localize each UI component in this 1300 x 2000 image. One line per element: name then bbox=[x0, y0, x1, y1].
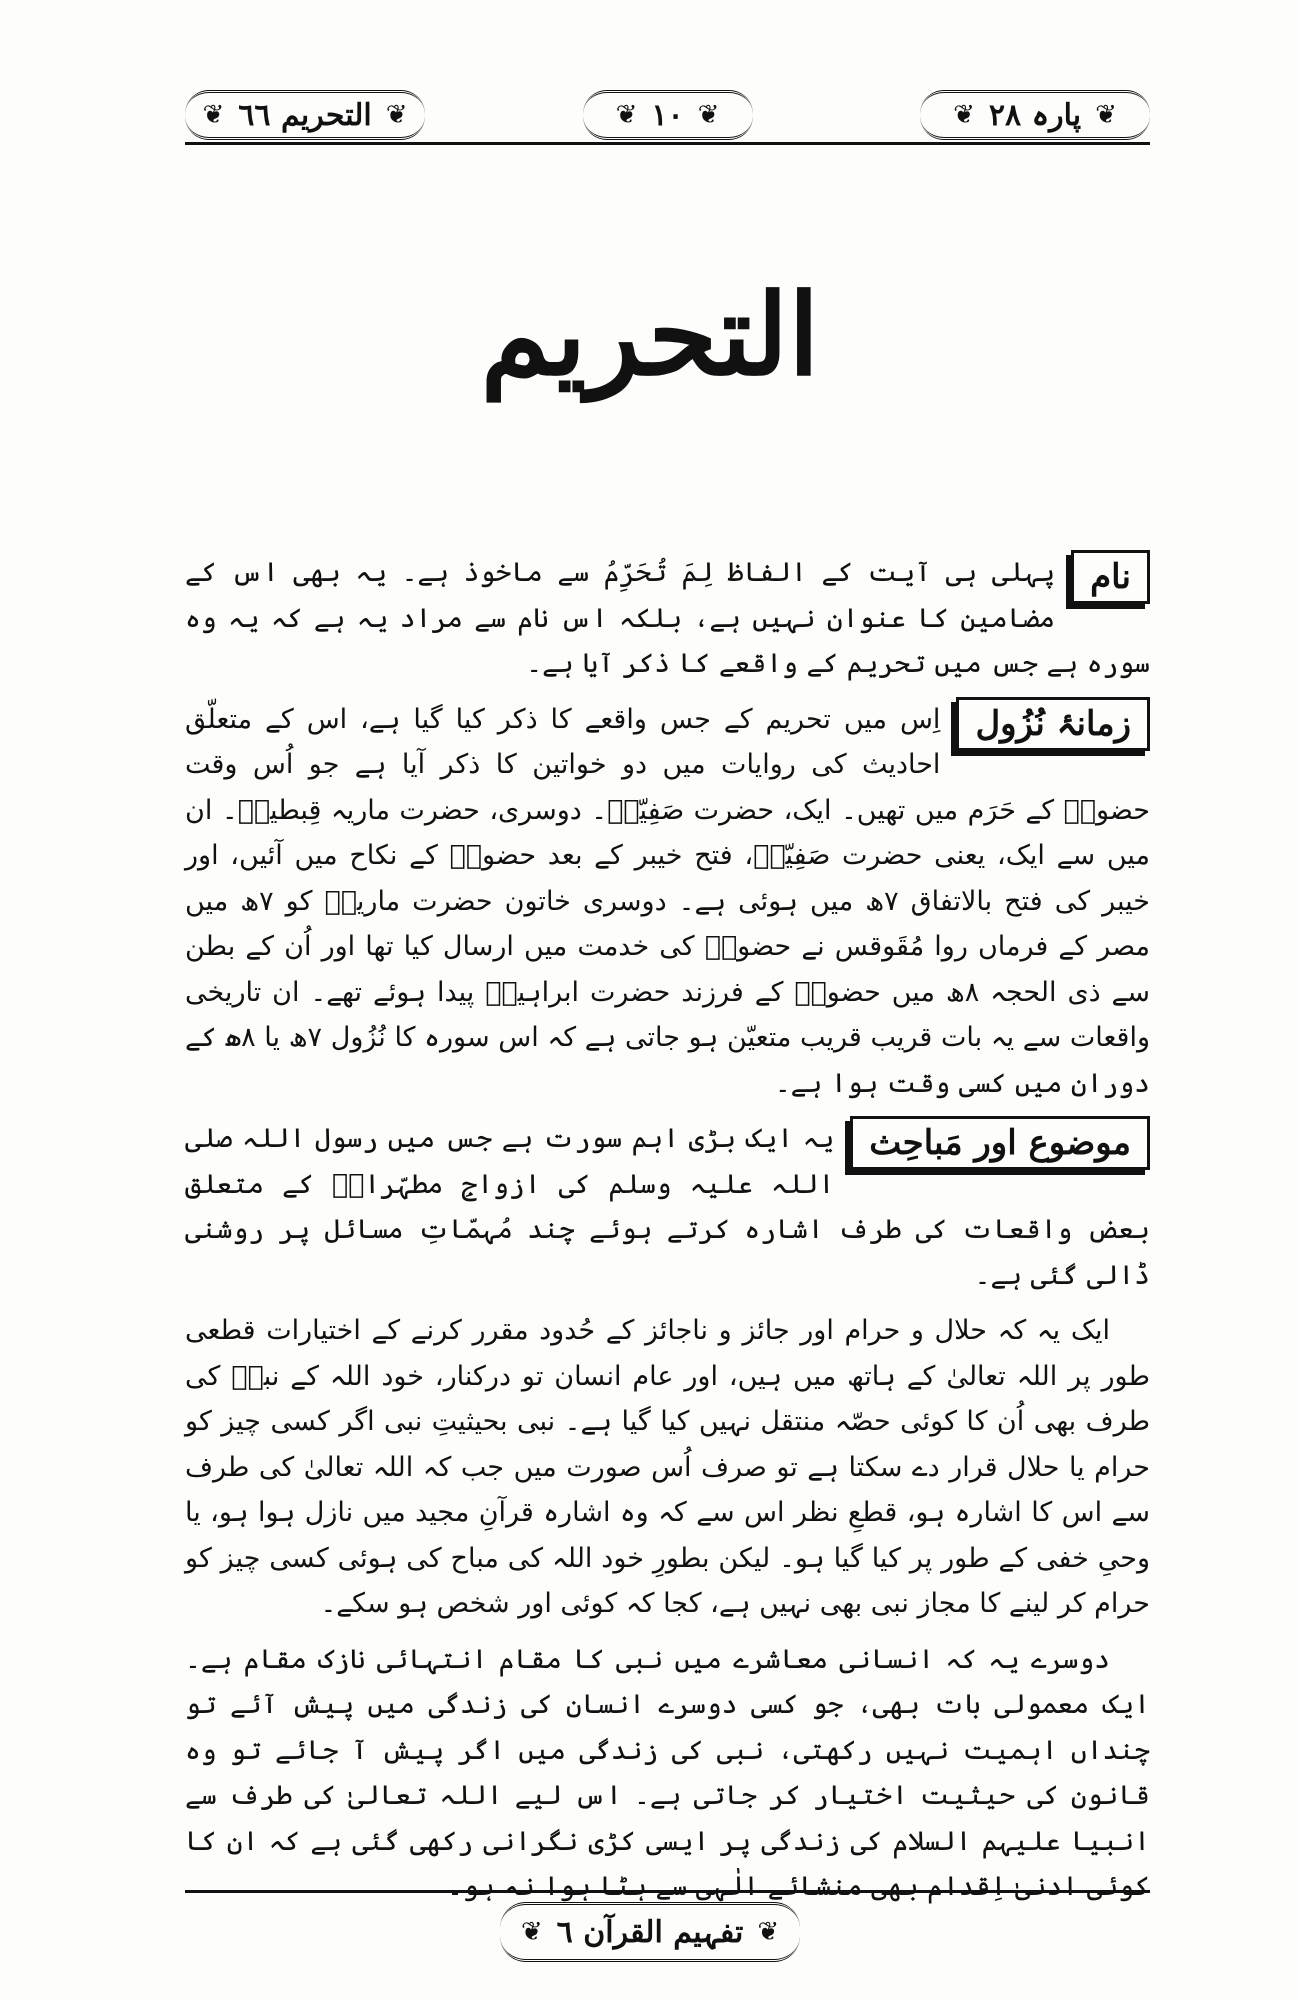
body-text bbox=[185, 550, 1150, 1920]
section-paragraph bbox=[185, 550, 1150, 687]
floral-ornament-icon: ❦ bbox=[615, 100, 638, 130]
page-header bbox=[185, 82, 1150, 142]
section-paragraph bbox=[185, 1116, 1150, 1298]
footer-book-title: تفہیم القرآن ٦ bbox=[556, 1914, 744, 1950]
paragraph-text: پہلی ہی آیت کے الفاظ لِمَ تُحَرِّمُ سے ماخوذ ہے۔ یہ بھی اس کے مضامین کا عنوان نہیں ہے، بلکہ اس نام سے مراد یہ ہے کہ یہ وہ سورہ ہے جس میں تحریم کے واقعے کا ذکر آیا ہے۔ bbox=[185, 557, 1150, 679]
section-paragraph bbox=[185, 697, 1150, 1107]
page-number: ١٠ bbox=[651, 97, 684, 133]
section-heading: زمانۂ نُزُول bbox=[956, 697, 1150, 751]
floral-ornament-icon: ❦ bbox=[697, 100, 720, 130]
footer-rule bbox=[185, 1890, 1150, 1893]
section-name bbox=[185, 550, 1150, 687]
header-ornament-right bbox=[920, 90, 1150, 140]
section-heading: نام bbox=[1071, 550, 1150, 604]
header-para-number: پارہ ٢٨ bbox=[988, 97, 1082, 133]
section-paragraph: دوسرے یہ کہ انسانی معاشرے میں نبی کا مقام انتہائی نازک مقام ہے۔ ایک معمولی بات بھی، جو کسی دوسرے انسان کی زندگی میں پیش آئے تو چنداں اہمیت نہیں رکھتی، نبی کی زندگی میں اگر پیش آ جائے تو وہ قانون کی حیثیت اختیار کر جاتی ہے۔ اس لیے اللہ تعالیٰ کی طرف سے انبیا علیہم السلام کی زندگی پر ایسی کڑی نگرانی رکھی گئی ہے کہ ان کا کوئی ادنیٰ اِقدام بھی منشائے الٰہی سے ہٹا ہوا نہ ہو۔ bbox=[185, 1643, 1150, 1902]
section-revelation-period bbox=[185, 697, 1150, 1107]
header-surah-name: التحریم ٦٦ bbox=[238, 97, 372, 133]
floral-ornament-icon: ❦ bbox=[520, 1917, 543, 1947]
floral-ornament-icon: ❦ bbox=[385, 100, 408, 130]
page-footer bbox=[500, 1902, 800, 1962]
floral-ornament-icon: ❦ bbox=[1095, 100, 1117, 130]
header-rule bbox=[185, 142, 1150, 145]
floral-ornament-icon: ❦ bbox=[953, 100, 975, 130]
paragraph-text: اِس میں تحریم کے جس واقعے کا ذکر کیا گیا ہے، اس کے متعلّق احادیث کی روایات میں دو خواتین کا ذکر آیا ہے جو اُس وقت حضورؐ کے حَرَم میں تھیں۔ ایک، حضرت صَفِیّہؓ۔ دوسری، حضرت ماریہ قِبطیہؓ۔ ان میں سے ایک، یعنی حضرت صَفِیّہؓ، فتح خیبر کے بعد حضورؐ کے نکاح میں آئیں، اور خیبر کی فتح بالاتفاق ۷ھ میں ہوئی ہے۔ دوسری خاتون حضرت ماریہؓ کو ۷ھ میں مصر کے فرماں روا مُقَوقس نے حضورؐ کی خدمت میں ارسال کیا تھا اور اُن کے بطن سے ذی الحجہ ۸ھ میں حضورؐ کے فرزند حضرت ابراہیمؓ پیدا ہوئے تھے۔ ان تاریخی واقعات سے یہ بات قریب قریب متعیّن ہو جاتی ہے کہ اس سورہ کا نُزُول ۷ھ یا ۸ھ کے دوران میں کسی وقت ہوا ہے۔ bbox=[185, 703, 1150, 1099]
paragraph-text: یہ ایک بڑی اہم سورت ہے جس میں رسول اللہ صلی اللہ علیہ وسلم کی ازواجِ مطہّراتؓ کے متعلق بعض واقعات کی طرف اشارہ کرتے ہوئے چند مُہمّاتِ مسائل پر روشنی ڈالی گئی ہے۔ bbox=[185, 1123, 1150, 1291]
section-paragraph: ایک یہ کہ حلال و حرام اور جائز و ناجائز کے حُدود مقرر کرنے کے اختیارات قطعی طور پر اللہ تعالیٰ کے ہاتھ میں ہیں، اور عام انسان تو درکنار، خود اللہ کے نبیؐ کی طرف بھی اُن کا کوئی حصّہ منتقل نہیں کیا گیا ہے۔ نبی بحیثیتِ نبی اگر کسی چیز کو حرام یا حلال قرار دے سکتا ہے تو صرف اُس صورت میں جب کہ اللہ تعالیٰ کی طرف سے اس کا اشارہ ہو، قطعِ نظر اس سے کہ وہ اشارہ قرآنِ مجید میں نازل ہوا ہو، یا وحیِ خفی کے طور پر کیا گیا ہو۔ لیکن بطورِ خود اللہ کی مباح کی ہوئی کسی چیز کو حرام کر لینے کا مجاز نبی بھی نہیں ہے، کجا کہ کوئی اور شخص ہو سکے۔ bbox=[185, 1315, 1150, 1619]
section-heading: موضوع اور مَباحِث bbox=[850, 1116, 1150, 1170]
floral-ornament-icon: ❦ bbox=[757, 1917, 780, 1947]
floral-ornament-icon: ❦ bbox=[202, 100, 225, 130]
header-ornament-center bbox=[583, 90, 753, 140]
section-subject-matter bbox=[185, 1116, 1150, 1910]
header-ornament-left bbox=[185, 90, 425, 140]
surah-title: التحریم bbox=[480, 270, 820, 401]
